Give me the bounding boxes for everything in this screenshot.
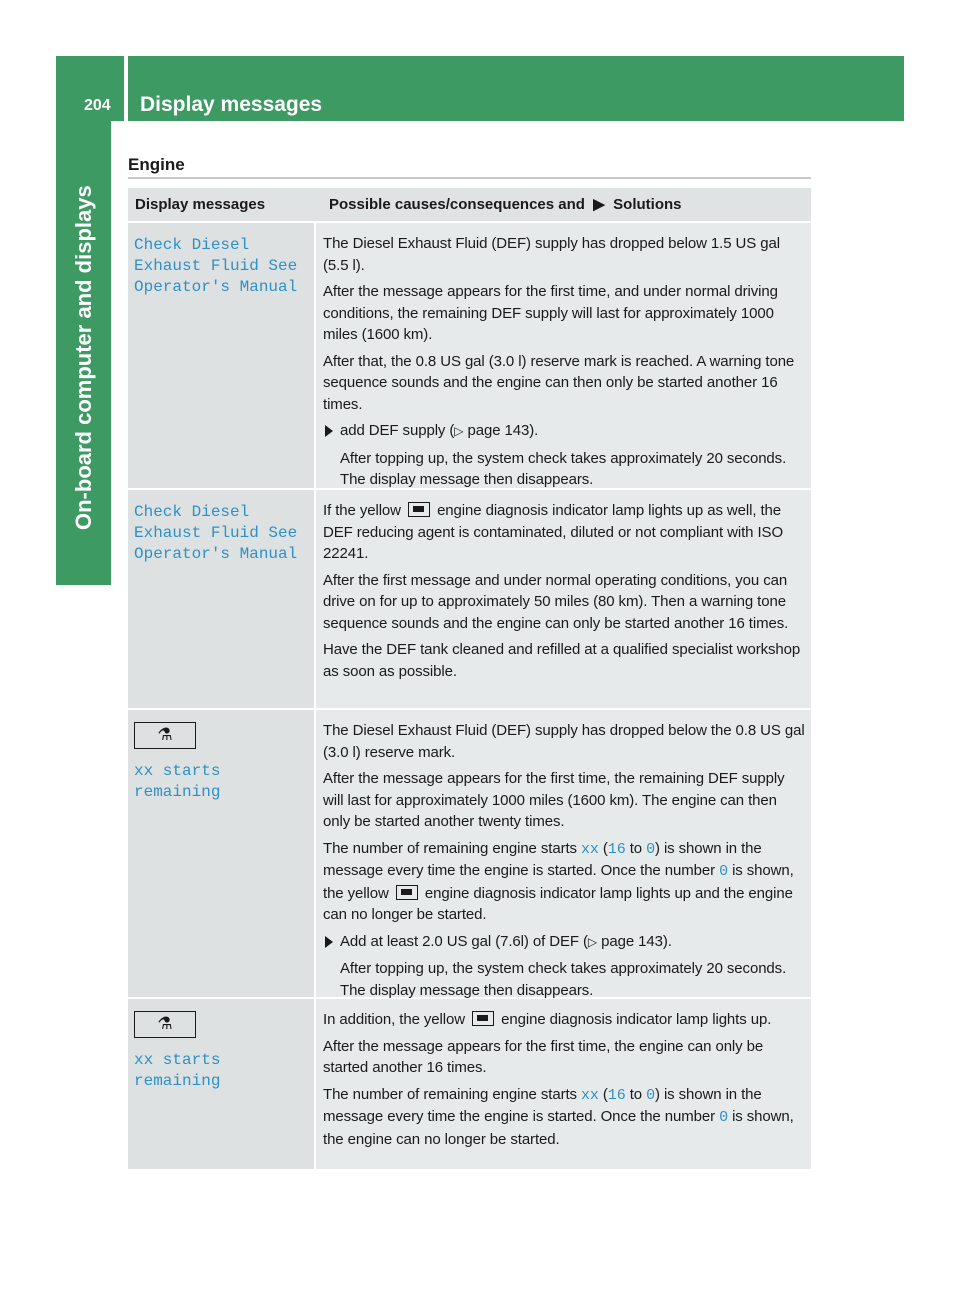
placeholder-xx: xx [581,840,599,858]
step-arrow-icon [325,425,333,437]
def-fluid-icon: ⚗ [134,1011,196,1038]
message-cell [128,490,314,708]
causes-cell [316,999,811,1169]
engine-diagnosis-icon [472,1011,494,1026]
section-title: Engine [128,155,185,174]
page-link[interactable]: page 143). [463,422,539,439]
cause-text-part: to [629,839,642,857]
value-16: 16 [607,1086,626,1104]
cause-text-part: engine diagnosis indicator lamp lights up. [501,1011,772,1028]
header-divider [124,56,128,121]
section-divider [128,177,811,179]
display-message: Check Diesel Exhaust Fluid See Operator's Manual [134,503,298,563]
value-0: 0 [646,1086,655,1104]
page-number: 204 [84,97,111,114]
message-cell [128,999,314,1169]
table-row [128,490,811,708]
cause-text: The Diesel Exhaust Fluid (DEF) supply has dropped below 1.5 US gal (5.5 l). [323,235,780,274]
causes-cell [316,223,811,488]
step-result: After topping up, the system check takes approximately 20 seconds. The display message then disappears. [340,449,787,488]
messages-table [128,188,811,1169]
value-16: 16 [607,840,626,858]
cause-text-part: is shown, the yellow [323,862,794,902]
cause-text [323,500,805,565]
page-link[interactable]: page 143). [597,932,672,950]
display-message: xx starts remaining [134,762,221,801]
column-header-causes-label: Possible causes/consequences and [329,195,585,213]
cause-text: After the message appears for the first time, the remaining DEF supply will last for approximately 1000 miles (1600 km). The engine can then only be started another twenty times. [323,770,785,830]
def-fluid-icon: ⚗ [134,722,196,749]
step-text: Add at least 2.0 US gal (7.6l) of DEF ( [340,932,588,950]
display-message: Check Diesel Exhaust Fluid See Operator's Manual [134,236,298,296]
message-cell [128,710,314,997]
value-0: 0 [719,1109,728,1126]
cause-text-part: engine diagnosis indicator lamp lights up and the engine can no longer be started. [323,884,793,923]
cause-text-part: ) is shown in the message every time the engine is started. Once the number [323,839,762,879]
cause-text: The number of remaining engine starts xx (16 to 0) is shown in the message every time the engine is started. Once the number 0 is shown, the engine can no longer be started. [323,1085,794,1148]
cause-text: Have the DEF tank cleaned and refilled at a qualified specialist workshop as soon as possible. [323,641,801,680]
column-header-solutions-label: Solutions [613,195,682,213]
value-0: 0 [646,840,655,858]
display-message: xx starts remaining [134,1051,221,1090]
causes-cell [316,710,811,997]
cause-text [323,1009,805,1031]
cause-text: After the message appears for the first time, the engine can only be started another 16 times. [323,1037,764,1076]
engine-diagnosis-icon [408,502,430,517]
cause-text: The number of remaining engine starts xx (16 to 0) is shown in the message every time the engine is started. Once the number 0 is shown, the yellow engine diagnosis indicator lamp lights up and the engine can no longer be started. [323,839,794,923]
solution-arrow-icon: ▶ [589,195,609,213]
value-0: 0 [719,863,728,880]
solution-step [323,420,805,443]
step-result: After topping up, the system check takes approximately 20 seconds. The display message then disappears. [340,960,787,999]
table-row [128,223,811,488]
side-tab-label: On-board computer and displays [71,185,96,530]
table-row [128,710,811,997]
causes-cell [316,490,811,708]
page-reference-icon: ▷ [587,934,598,949]
step-arrow-icon [325,936,333,948]
step-text: add DEF supply ( [340,422,455,439]
cause-text-part: engine diagnosis indicator lamp lights up as well, the DEF reducing agent is contaminated, diluted or not compliant with ISO 22241. [323,502,784,562]
message-cell [128,223,314,488]
placeholder-xx: xx [581,1086,599,1104]
page-reference-icon: ▷ [454,424,464,438]
table-header [128,188,811,221]
cause-text-part: If the yellow [323,502,401,519]
column-header-messages: Display messages [135,195,266,213]
column-header-causes [322,196,682,214]
cause-text: After that, the 0.8 US gal (3.0 l) reserve mark is reached. A warning tone sequence sounds and the engine can then only be started another 16 times. [323,352,795,413]
cause-text: After the message appears for the first time, and under normal driving conditions, the remaining DEF supply will last for approximately 1000 miles (1600 km). [323,283,778,343]
table-row [128,999,811,1169]
cause-text: After the first message and under normal operating conditions, you can drive on for up to approximately 50 miles (80 km). Then a warning tone sequence sounds and the engine can only be started another 16 times. [323,571,789,632]
cause-text-part: ) is shown in the message every time the engine is started. Once the number [323,1085,762,1125]
cause-text-part: The number of remaining engine starts [323,1085,577,1103]
cause-text-part: In addition, the yellow [323,1011,465,1028]
page-title: Display messages [140,93,323,116]
cause-text-part: to [629,1085,642,1103]
cause-text-part: The number of remaining engine starts [323,839,577,857]
cause-text-part: is shown, the engine can no longer be started. [323,1108,794,1148]
solution-step [323,931,805,954]
cause-text: The Diesel Exhaust Fluid (DEF) supply has dropped below the 0.8 US gal (3.0 l) reserve mark. [323,722,805,761]
engine-diagnosis-icon [396,885,418,900]
